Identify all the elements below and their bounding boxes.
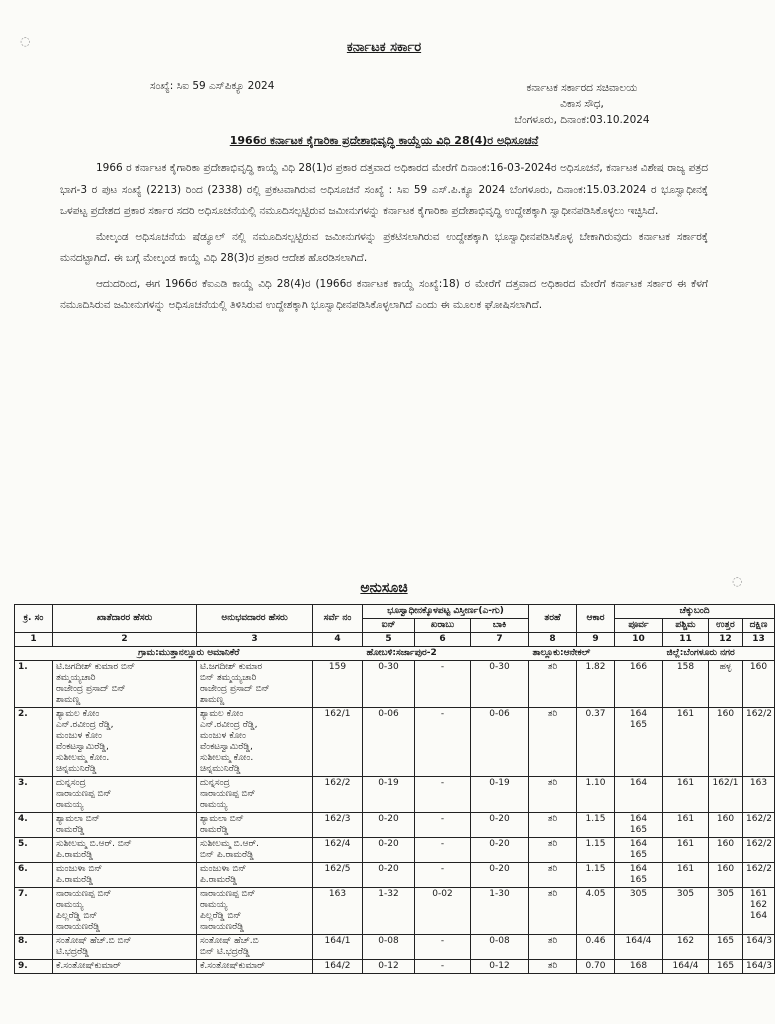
boundary-south <box>743 863 775 888</box>
survey-number: 164/1 <box>313 935 363 960</box>
khatedar-name <box>53 813 197 838</box>
boundary-south-line: 162/2 <box>746 814 772 824</box>
column-number: 12 <box>709 633 743 647</box>
boundary-north-line: 160 <box>716 814 735 824</box>
boundary-south-line: 160 <box>749 662 768 672</box>
header-east: ಪೂರ್ವ <box>615 619 663 633</box>
notification-body <box>60 158 708 321</box>
extent-baki: 0-30 <box>471 661 529 708</box>
table-row <box>15 708 775 777</box>
boundary-north-line: 165 <box>716 961 735 971</box>
extent-baki: 0-20 <box>471 863 529 888</box>
boundary-north <box>709 863 743 888</box>
khatedar-name-line: ಪಿ.ರಾಮರೆಡ್ಡಿ <box>56 875 93 885</box>
boundary-south-line: 162 <box>749 900 768 910</box>
boundary-south-line: 162/2 <box>746 839 772 849</box>
khatedar-name-line: ರಾಜೇಂದ್ರ ಪ್ರಸಾದ್ ಬಿನ್ <box>56 684 126 694</box>
khatedar-name-line: ಶಾಮಣ್ಣ <box>56 695 81 705</box>
notification-subject: 1966ರ ಕರ್ನಾಟಕ ಕೈಗಾರಿಕಾ ಪ್ರದೇಶಾಭಿವೃದ್ಧಿ ಕಾಯ್ದೆಯ ವಿಧಿ 28(4)ರ ಅಧಿಸೂಚನೆ <box>229 134 539 147</box>
land-type: ತರಿ <box>529 661 577 708</box>
survey-number: 164/2 <box>313 960 363 974</box>
extent-kharab: - <box>415 960 471 974</box>
table-row <box>15 888 775 935</box>
column-number: 8 <box>529 633 577 647</box>
boundary-west-line: 158 <box>676 662 695 672</box>
anubhavadar-name <box>197 960 313 974</box>
land-type: ತರಿ <box>529 935 577 960</box>
land-type: ತರಿ <box>529 888 577 935</box>
boundary-south <box>743 935 775 960</box>
anubhavadar-name-line: ಬಿನ್ ಟಿ.ಭದ್ರರೆಡ್ಡಿ <box>200 947 250 957</box>
reference-number: ಸಂಖ್ಯೆ: ಸಿಐ 59 ಎಸ್‌ಪಿಕ್ಯೂ 2024 <box>150 80 275 92</box>
boundary-south-line: 162/2 <box>746 864 772 874</box>
hobli-name: ಹೋಬಳಿ:ಸರ್ಜಾಪುರ-2 <box>363 647 529 661</box>
column-number: 3 <box>197 633 313 647</box>
assessment: 1.15 <box>577 838 615 863</box>
extent-baki: 0-20 <box>471 838 529 863</box>
header-ain: ಐನ್ <box>363 619 415 633</box>
survey-number: 162/3 <box>313 813 363 838</box>
punch-hole-mark: ◌ <box>20 34 31 48</box>
assessment: 0.37 <box>577 708 615 777</box>
khatedar-name-line: ರಾಮಯ್ಯ <box>56 900 84 910</box>
anubhavadar-name-line: ಶ್ಯಾಮಲ ಕೋಂ <box>200 709 244 719</box>
header-baki: ಬಾಕಿ <box>471 619 529 633</box>
column-number: 5 <box>363 633 415 647</box>
khatedar-name <box>53 935 197 960</box>
boundary-west <box>663 777 709 813</box>
extent-ain: 0-30 <box>363 661 415 708</box>
extent-ain: 0-20 <box>363 838 415 863</box>
khatedar-name-line: ಮಂಜುಳ ಕೋಂ <box>56 731 102 741</box>
row-serial: 3. <box>15 777 53 813</box>
extent-kharab: 0-02 <box>415 888 471 935</box>
anubhavadar-name-line: ಶಾಮಣ್ಣ <box>200 695 225 705</box>
anubhavadar-name-line: ಮಂಜುಳಾ ಬಿನ್ <box>200 864 247 874</box>
khatedar-name-line: ದುನ್ನಸಂದ್ರ <box>56 778 86 788</box>
boundary-east <box>615 813 663 838</box>
khatedar-name-line: ಟಿ.ಭದ್ರರೆಡ್ಡಿ <box>56 947 89 957</box>
anubhavadar-name-line: ರಾಮರೆಡ್ಡಿ <box>200 825 229 835</box>
khatedar-name-line: ನಾರಾಯಣರೆಡ್ಡಿ <box>56 922 100 932</box>
row-serial: 5. <box>15 838 53 863</box>
punch-hole-mark: ◌ <box>732 574 743 588</box>
boundary-north <box>709 935 743 960</box>
boundary-east-line: 164 <box>629 778 648 788</box>
anubhavadar-name-line: ನಾರಾಯಣಪ್ಪ ಬಿನ್ <box>200 889 256 899</box>
boundary-east <box>615 777 663 813</box>
boundary-north-line: ಹಳ್ಳ <box>719 662 732 672</box>
column-number: 6 <box>415 633 471 647</box>
assessment: 1.10 <box>577 777 615 813</box>
row-serial: 2. <box>15 708 53 777</box>
extent-kharab: - <box>415 813 471 838</box>
anubhavadar-name <box>197 661 313 708</box>
anubhavadar-name <box>197 708 313 777</box>
boundary-north <box>709 777 743 813</box>
boundary-south-line: 164/3 <box>746 936 772 946</box>
survey-number: 162/4 <box>313 838 363 863</box>
extent-ain: 0-20 <box>363 813 415 838</box>
table-row <box>15 813 775 838</box>
khatedar-name-line: ರಾಮರೆಡ್ಡಿ <box>56 825 85 835</box>
column-number: 4 <box>313 633 363 647</box>
khatedar-name-line: ಮಂಜುಳಾ ಬಿನ್ <box>56 864 103 874</box>
column-number: 10 <box>615 633 663 647</box>
extent-ain: 0-20 <box>363 863 415 888</box>
khatedar-name-line: ಕೆ.ಸಂತೋಷ್‌ಕುಮಾರ್ <box>56 961 121 971</box>
anubhavadar-name-line: ನಾರಾಯಣಪ್ಪ ಬಿನ್ <box>200 789 256 799</box>
land-type: ತರಿ <box>529 838 577 863</box>
assessment: 1.15 <box>577 863 615 888</box>
table-row <box>15 838 775 863</box>
khatedar-name <box>53 863 197 888</box>
land-type: ತರಿ <box>529 960 577 974</box>
extent-baki: 0-20 <box>471 813 529 838</box>
land-type: ತರಿ <box>529 777 577 813</box>
assessment: 1.82 <box>577 661 615 708</box>
boundary-west <box>663 708 709 777</box>
anubhavadar-name-line: ಕೆ.ಸಂತೋಷ್‌ಕುಮಾರ್ <box>200 961 265 971</box>
extent-kharab: - <box>415 661 471 708</box>
khatedar-name <box>53 960 197 974</box>
boundary-east-line: 165 <box>629 850 648 860</box>
khatedar-name-line: ಪಿ.ರಾಮರೆಡ್ಡಿ <box>56 850 93 860</box>
boundary-south <box>743 708 775 777</box>
district-name: ಜಿಲ್ಲೆ:ಬೆಂಗಳೂರು ನಗರ <box>663 647 775 661</box>
anubhavadar-name-line: ಶ್ಯಾಮಲಾ ಬಿನ್ <box>200 814 244 824</box>
assessment: 0.46 <box>577 935 615 960</box>
boundary-west-line: 305 <box>676 889 695 899</box>
schedule-table <box>14 604 775 974</box>
anubhavadar-name-line: ಪಿಲ್ಲರೆಡ್ಡಿ ಬಿನ್ <box>200 911 242 921</box>
land-type: ತರಿ <box>529 813 577 838</box>
khatedar-name-line: ವೆಂಕಟಸ್ವಾಮಿರೆಡ್ಡಿ, <box>56 742 109 752</box>
anubhavadar-name-line: ಸಂತೋಷ್ ಹೆಚ್.ಬಿ <box>200 936 259 946</box>
boundary-south <box>743 888 775 935</box>
anubhavadar-name-line: ರಾಜೇಂದ್ರ ಪ್ರಸಾದ್ ಬಿನ್ <box>200 684 270 694</box>
khatedar-name-line: ಸುಶೀಲಮ್ಮ ಬಿ.ಆರ್. ಬಿನ್ <box>56 839 132 849</box>
land-type: ತರಿ <box>529 863 577 888</box>
anubhavadar-name-line: ರಾಮಯ್ಯ <box>200 800 228 810</box>
schedule-title: ಅನುಸೂಚಿ <box>360 580 408 596</box>
boundary-east-line: 166 <box>629 662 648 672</box>
boundary-west-line: 162 <box>676 936 695 946</box>
boundary-north <box>709 838 743 863</box>
extent-baki: 0-12 <box>471 960 529 974</box>
boundary-west-line: 164/4 <box>672 961 699 971</box>
boundary-west-line: 161 <box>676 709 695 719</box>
extent-ain: 0-12 <box>363 960 415 974</box>
anubhavadar-name-line: ಚಿನ್ನಮುನಿರೆಡ್ಡಿ <box>200 764 241 774</box>
boundary-west-line: 161 <box>676 778 695 788</box>
body-paragraph: 1966 ರ ಕರ್ನಾಟಕ ಕೈಗಾರಿಕಾ ಪ್ರದೇಶಾಭಿವೃದ್ಧಿ ಕಾಯ್ದೆ ವಿಧಿ 28(1)ರ ಪ್ರಕಾರ ದತ್ತವಾದ ಅಧಿಕಾರದ ಮೇರೆಗೆ ದಿನಾಂಕ:16-03-2024ರ ಅಧಿಸೂಚನೆ, ಕರ್ನಾಟಕ ವಿಶೇಷ ರಾಜ್ಯ ಪತ್ರದ ಭಾಗ-3 ರ ಪುಟ ಸಂಖ್ಯೆ (2213) ರಿಂದ (2338) ರಲ್ಲಿ ಪ್ರಕಟವಾಗಿರುವ ಅಧಿಸೂಚನೆ ಸಂಖ್ಯೆ : ಸಿಐ 59 ಎಸ್.ಪಿ.ಕ್ಯೂ 2024 ಬೆಂಗಳೂರು, ದಿನಾಂಕ:15.03.2024 ರ ಭೂಸ್ವಾಧೀನಕ್ಕೆ ಒಳಪಟ್ಟ ಪ್ರದೇಶದ ಪ್ರಕಾರ ಸರ್ಕಾರ ಸದರಿ ಅಧಿಸೂಚನೆಯಲ್ಲಿ ನಮೂದಿಸಲ್ಪಟ್ಟಿರುವ ಜಮೀನುಗಳನ್ನು ಕರ್ನಾಟಕ ಕೈಗಾರಿಕಾ ಪ್ರದೇಶಾಭಿವೃದ್ಧಿ ಉದ್ದೇಶಕ್ಕಾಗಿ ಸ್ವಾಧೀನಪಡಿಸಿಕೊಳ್ಳಲು ಇಚ್ಛಿಸಿದೆ. <box>60 162 708 217</box>
boundary-north-line: 305 <box>716 889 735 899</box>
extent-ain: 0-19 <box>363 777 415 813</box>
row-serial: 8. <box>15 935 53 960</box>
boundary-north-line: 160 <box>716 709 735 719</box>
extent-baki: 0-06 <box>471 708 529 777</box>
boundary-west <box>663 661 709 708</box>
boundary-west <box>663 838 709 863</box>
boundary-west <box>663 960 709 974</box>
khatedar-name-line: ಟಿ.ಜಗದೀಶ್ ಕುಮಾರ ಬಿನ್ <box>56 662 136 672</box>
survey-number: 162/5 <box>313 863 363 888</box>
boundary-south <box>743 661 775 708</box>
khatedar-name-line: ತಮ್ಮಯ್ಯಚಾರಿ <box>56 673 96 683</box>
boundary-north <box>709 813 743 838</box>
row-serial: 9. <box>15 960 53 974</box>
extent-ain: 1-32 <box>363 888 415 935</box>
office-line: ವಿಕಾಸ ಸೌಧ, <box>560 98 604 110</box>
header-west: ಪಶ್ಚಿಮ <box>663 619 709 633</box>
boundary-east <box>615 935 663 960</box>
boundary-east <box>615 960 663 974</box>
anubhavadar-name-line: ದುನ್ನಸಂದ್ರ <box>200 778 230 788</box>
boundary-east-line: 164 <box>629 839 648 849</box>
boundary-south <box>743 960 775 974</box>
table-row <box>15 777 775 813</box>
taluk-name: ತಾಲ್ಲೂಕು:ಆನೇಕಲ್ <box>529 647 663 661</box>
assessment: 0.70 <box>577 960 615 974</box>
header-extent-group: ಭೂಸ್ವಾಧೀನಕ್ಕೊಳಪಟ್ಟ ವಿಸ್ತೀರ್ಣ(ಎ-ಗು) <box>363 605 529 619</box>
boundary-south-line: 161 <box>749 889 768 899</box>
khatedar-name-line: ಪಿಲ್ಲರೆಡ್ಡಿ ಬಿನ್ <box>56 911 98 921</box>
anubhavadar-name <box>197 863 313 888</box>
boundary-west-line: 161 <box>676 839 695 849</box>
office-address <box>482 80 682 128</box>
extent-kharab: - <box>415 838 471 863</box>
row-serial: 7. <box>15 888 53 935</box>
anubhavadar-name-line: ನಾರಾಯಣರೆಡ್ಡಿ <box>200 922 244 932</box>
boundary-west <box>663 888 709 935</box>
khatedar-name <box>53 708 197 777</box>
boundary-east <box>615 708 663 777</box>
khatedar-name-line: ರಾಮಯ್ಯ <box>56 800 84 810</box>
boundary-east-line: 164 <box>629 709 648 719</box>
boundary-south-line: 163 <box>749 778 768 788</box>
survey-number: 163 <box>313 888 363 935</box>
assessment: 4.05 <box>577 888 615 935</box>
village-name: ಗ್ರಾಮ:ಮುತ್ತಾನಲ್ಲೂರು ಅಮಾನಿಕೆರೆ <box>15 647 363 661</box>
village-info-row <box>15 647 775 661</box>
row-serial: 6. <box>15 863 53 888</box>
boundary-east-line: 165 <box>629 720 648 730</box>
boundary-north <box>709 661 743 708</box>
header-boundary-group: ಚೆಕ್ಕುಬಂದಿ <box>615 605 775 619</box>
header-survey: ಸರ್ವೆ ನಂ <box>313 605 363 633</box>
anubhavadar-name <box>197 888 313 935</box>
survey-number: 162/2 <box>313 777 363 813</box>
anubhavadar-name <box>197 813 313 838</box>
column-number: 1 <box>15 633 53 647</box>
anubhavadar-name-line: ಮಂಜುಳ ಕೋಂ <box>200 731 246 741</box>
anubhavadar-name <box>197 777 313 813</box>
boundary-east <box>615 888 663 935</box>
table-row <box>15 960 775 974</box>
anubhavadar-name-line: ಸುಶೀಲಮ್ಮ ಕೋಂ. <box>200 753 254 763</box>
extent-ain: 0-08 <box>363 935 415 960</box>
land-type: ತರಿ <box>529 708 577 777</box>
boundary-east-line: 164/4 <box>625 936 652 946</box>
extent-kharab: - <box>415 863 471 888</box>
anubhavadar-name-line: ಸುಶೀಲಮ್ಮ ಬಿ.ಆರ್. <box>200 839 260 849</box>
boundary-west-line: 161 <box>676 864 695 874</box>
body-paragraph: ಮೇಲ್ಕಂಡ ಅಧಿಸೂಚನೆಯ ಷೆಡ್ಯೂಲ್ ನಲ್ಲಿ ನಮೂದಿಸಲ್ಪಟ್ಟಿರುವ ಜಮೀನುಗಳನ್ನು ಪ್ರಕಟಿಸಲಾಗಿರುವ ಉದ್ದೇಶಕ್ಕಾಗಿ ಭೂಸ್ವಾಧೀನಪಡಿಸಿಕೊಳ್ಳ ಬೇಕಾಗಿರುವುದು ಕರ್ನಾಟಕ ಸರ್ಕಾರಕ್ಕೆ ಮನದಟ್ಟಾಗಿದೆ. ಈ ಬಗ್ಗೆ ಮೇಲ್ಕಂಡ ಕಾಯ್ದೆ ವಿಧಿ 28(3)ರ ಪ್ರಕಾರ ಆದೇಶ ಹೊರಡಿಸಲಾಗಿದೆ. <box>60 230 708 264</box>
boundary-north-line: 162/1 <box>712 778 739 788</box>
khatedar-name-line: ಎನ್.ರವೀಂದ್ರ ರೆಡ್ಡಿ, <box>56 720 114 730</box>
boundary-north <box>709 888 743 935</box>
header-akara: ಆಕಾರ <box>577 605 615 633</box>
assessment: 1.15 <box>577 813 615 838</box>
khatedar-name-line: ನಾರಾಯಣಪ್ಪ ಬಿನ್ <box>56 789 112 799</box>
column-number: 11 <box>663 633 709 647</box>
header-khatedar: ಖಾತೆದಾರರ ಹೆಸರು <box>53 605 197 633</box>
boundary-west-line: 161 <box>676 814 695 824</box>
anubhavadar-name-line: ಟಿ.ಜಗದೀಶ್ ಕುಮಾರ <box>200 662 263 672</box>
khatedar-name-line: ಶ್ಯಾಮಲಾ ಬಿನ್ <box>56 814 100 824</box>
anubhavadar-name-line: ಬಿನ್ ತಮ್ಮಯ್ಯಚಾರಿ <box>200 673 257 683</box>
boundary-east-line: 305 <box>629 889 648 899</box>
boundary-north-line: 165 <box>716 936 735 946</box>
boundary-south <box>743 838 775 863</box>
boundary-east-line: 164 <box>629 864 648 874</box>
anubhavadar-name-line: ಎನ್.ರವೀಂದ್ರ ರೆಡ್ಡಿ, <box>200 720 258 730</box>
boundary-east-line: 165 <box>629 875 648 885</box>
khatedar-name-line: ಶ್ಯಾಮಲ ಕೋಂ <box>56 709 100 719</box>
row-serial: 4. <box>15 813 53 838</box>
table-row <box>15 935 775 960</box>
khatedar-name-line: ಸಂತೋಷ್ ಹೆಚ್.ಬಿ ಬಿನ್ <box>56 936 132 946</box>
extent-kharab: - <box>415 935 471 960</box>
boundary-south-line: 164 <box>749 911 768 921</box>
header-kharab: ಖರಾಬು <box>415 619 471 633</box>
anubhavadar-name-line: ವೆಂಕಟಸ್ವಾಮಿರೆಡ್ಡಿ, <box>200 742 253 752</box>
survey-number: 162/1 <box>313 708 363 777</box>
column-number: 2 <box>53 633 197 647</box>
extent-kharab: - <box>415 777 471 813</box>
boundary-east <box>615 661 663 708</box>
header-sno: ಕ್ರ. ಸಂ <box>15 605 53 633</box>
boundary-west <box>663 863 709 888</box>
survey-number: 159 <box>313 661 363 708</box>
anubhavadar-name-line: ರಾಮಯ್ಯ <box>200 900 228 910</box>
khatedar-name-line: ನಾರಾಯಣಪ್ಪ ಬಿನ್ <box>56 889 112 899</box>
khatedar-name <box>53 838 197 863</box>
extent-baki: 0-08 <box>471 935 529 960</box>
column-number: 9 <box>577 633 615 647</box>
boundary-west <box>663 813 709 838</box>
boundary-east <box>615 838 663 863</box>
anubhavadar-name <box>197 838 313 863</box>
column-number: 13 <box>743 633 775 647</box>
anubhavadar-name-line: ಬಿನ್ ಪಿ.ರಾಮರೆಡ್ಡಿ <box>200 850 254 860</box>
khatedar-name <box>53 777 197 813</box>
khatedar-name <box>53 661 197 708</box>
boundary-east-line: 165 <box>629 825 648 835</box>
office-line: ಕರ್ನಾಟಕ ಸರ್ಕಾರದ ಸಚಿವಾಲಯ <box>526 82 638 94</box>
khatedar-name-line: ಚಿನ್ನಮುನಿರೆಡ್ಡಿ <box>56 764 97 774</box>
boundary-south <box>743 813 775 838</box>
extent-ain: 0-06 <box>363 708 415 777</box>
boundary-south-line: 162/2 <box>746 709 772 719</box>
column-number: 7 <box>471 633 529 647</box>
table-row <box>15 661 775 708</box>
boundary-west <box>663 935 709 960</box>
anubhavadar-name-line: ಪಿ.ರಾಮರೆಡ್ಡಿ <box>200 875 237 885</box>
extent-kharab: - <box>415 708 471 777</box>
khatedar-name-line: ಸುಶೀಲಮ್ಮ ಕೋಂ. <box>56 753 110 763</box>
boundary-south <box>743 777 775 813</box>
khatedar-name <box>53 888 197 935</box>
boundary-east-line: 164 <box>629 814 648 824</box>
boundary-north <box>709 708 743 777</box>
boundary-north <box>709 960 743 974</box>
office-date: ಬೆಂಗಳೂರು, ದಿನಾಂಕ:03.10.2024 <box>514 114 650 126</box>
header-north: ಉತ್ತರ <box>709 619 743 633</box>
header-anubhavadar: ಅನುಭವದಾರರ ಹೆಸರು <box>197 605 313 633</box>
extent-baki: 1-30 <box>471 888 529 935</box>
anubhavadar-name <box>197 935 313 960</box>
table-row <box>15 863 775 888</box>
header-tarahe: ತರಹೆ <box>529 605 577 633</box>
boundary-east-line: 168 <box>629 961 648 971</box>
boundary-east <box>615 863 663 888</box>
boundary-south-line: 164/3 <box>746 961 772 971</box>
row-serial: 1. <box>15 661 53 708</box>
header-south: ದಕ್ಷಿಣ <box>743 619 775 633</box>
body-paragraph: ಆದುದರಿಂದ, ಈಗ 1966ರ ಕೆಐಎಡಿ ಕಾಯ್ದೆ ವಿಧಿ 28(4)ರ (1966ರ ಕರ್ನಾಟಕ ಕಾಯ್ದೆ ಸಂಖ್ಯೆ:18) ರ ಮೇರೆಗೆ ದತ್ತವಾದ ಅಧಿಕಾರದ ಮೇರೆಗೆ ಕರ್ನಾಟಕ ಸರ್ಕಾರ ಈ ಕೆಳಗೆ ನಮೂದಿಸಿರುವ ಜಮೀನುಗಳನ್ನು ಅಧಿಸೂಚನೆಯಲ್ಲಿ ತಿಳಿಸಿರುವ ಉದ್ದೇಶಕ್ಕಾಗಿ ಭೂಸ್ವಾಧೀನಪಡಿಸಿಕೊಳ್ಳಲಾಗಿದೆ ಎಂದು ಈ ಮೂಲಕ ಘೋಷಿಸಲಾಗಿದೆ. <box>60 277 708 311</box>
extent-baki: 0-19 <box>471 777 529 813</box>
column-number-row <box>15 633 775 647</box>
boundary-north-line: 160 <box>716 864 735 874</box>
page-title: ಕರ್ನಾಟಕ ಸರ್ಕಾರ <box>346 40 422 55</box>
boundary-north-line: 160 <box>716 839 735 849</box>
